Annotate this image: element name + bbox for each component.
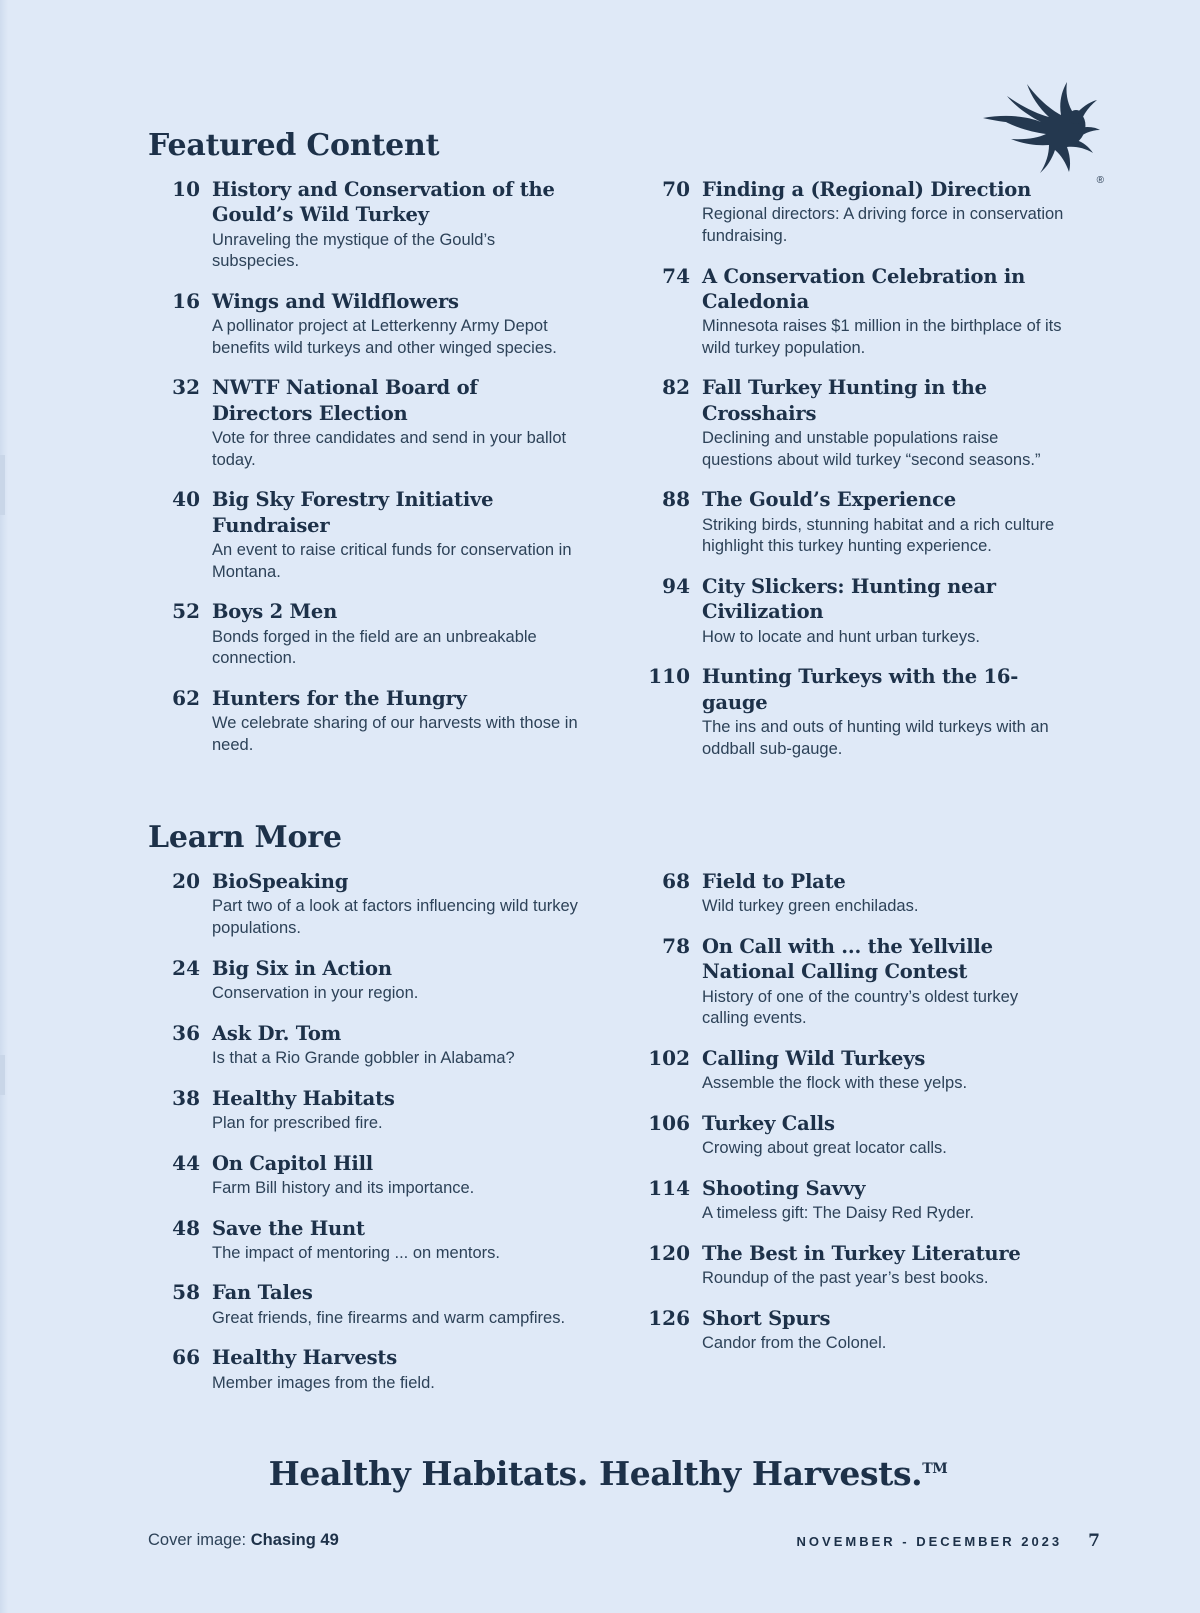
toc-entry[interactable] [638, 869, 1068, 918]
toc-entry-title[interactable]: Wings and Wildflowers [212, 289, 459, 313]
learn-more-left-column [148, 869, 578, 1410]
toc-entry-description: Vote for three candidates and send in your ballot today. [212, 429, 567, 469]
toc-page-number: 114 [648, 1175, 690, 1200]
toc-entry[interactable] [148, 1280, 578, 1329]
toc-entry-description: Conservation in your region. [212, 984, 419, 1003]
toc-page-number: 70 [662, 177, 690, 201]
toc-entry-body [212, 1280, 578, 1329]
toc-entry[interactable] [638, 177, 1068, 248]
toc-entry[interactable] [148, 1021, 578, 1070]
toc-entry-title[interactable]: Fall Turkey Hunting in the Crosshairs [702, 376, 987, 425]
toc-entry-body [702, 1046, 1068, 1095]
toc-page-number: 94 [662, 573, 690, 598]
toc-entry[interactable] [638, 264, 1068, 360]
trademark-mark: TM [922, 1461, 948, 1478]
toc-entry-title[interactable]: A Conservation Celebration in Caledonia [702, 264, 1026, 313]
page-edge-mark [0, 455, 5, 515]
toc-entry[interactable] [148, 1086, 578, 1135]
toc-entry-body [702, 264, 1068, 360]
toc-entry-description: Wild turkey green enchiladas. [702, 897, 919, 916]
toc-content [148, 128, 1068, 1550]
toc-entry-body [702, 177, 1068, 248]
toc-page-number: 78 [662, 934, 690, 959]
toc-entry[interactable] [148, 289, 578, 360]
toc-entry-title[interactable]: Healthy Harvests [212, 1346, 398, 1370]
toc-page-number: 38 [172, 1085, 200, 1110]
toc-entry-description: An event to raise critical funds for conservation in Montana. [212, 541, 572, 581]
section-title-featured: Featured Content [148, 128, 440, 163]
toc-page-number: 36 [172, 1020, 200, 1045]
toc-entry-body [702, 869, 1068, 918]
featured-right-column [638, 177, 1068, 776]
toc-entry[interactable] [148, 956, 578, 1005]
toc-entry[interactable] [148, 1151, 578, 1200]
toc-entry-title[interactable]: On Capitol Hill [212, 1151, 374, 1175]
toc-entry-description: History of one of the country’s oldest turkey calling events. [702, 987, 1019, 1028]
toc-entry-title[interactable]: Big Sky Forestry Initiative Fundraiser [212, 488, 494, 537]
toc-entry-body [212, 1021, 578, 1070]
toc-page-number: 48 [172, 1215, 200, 1240]
toc-entry-description: Minnesota raises $1 million in the birthplace of its wild turkey population. [702, 317, 1062, 357]
toc-entry[interactable] [148, 1216, 578, 1265]
toc-entry-body [212, 1086, 578, 1135]
toc-page-number: 106 [648, 1110, 690, 1135]
toc-entry-description: Regional directors: A driving force in conservation fundraising. [702, 205, 1064, 245]
toc-page-number: 82 [662, 375, 690, 400]
toc-entry-description: Great friends, fine firearms and warm campfires. [212, 1308, 566, 1327]
toc-page-number: 74 [662, 263, 690, 288]
toc-entry-title[interactable]: Calling Wild Turkeys [702, 1047, 926, 1070]
toc-page-number: 126 [648, 1305, 690, 1330]
toc-entry-description: Is that a Rio Grande gobbler in Alabama? [212, 1049, 515, 1067]
toc-entry-title[interactable]: NWTF National Board of Directors Election [212, 376, 478, 425]
section-featured-content [148, 128, 1068, 776]
toc-entry-body [702, 574, 1068, 648]
toc-entry-description: Part two of a look at factors influencing wild turkey populations. [212, 897, 578, 938]
folio-page-number: 7 [1088, 1531, 1100, 1551]
toc-entry[interactable] [148, 487, 578, 583]
toc-entry-description: Striking birds, stunning habitat and a rich culture highlight this turkey hunting experience. [702, 515, 1055, 556]
toc-entry-title[interactable]: City Slickers: Hunting near Civilization [702, 574, 996, 624]
cover-credit-label: Cover image: [148, 1531, 247, 1550]
toc-entry-title[interactable]: Fan Tales [212, 1281, 313, 1305]
toc-entry-description: Unraveling the mystique of the Gould’s subspecies. [212, 230, 496, 271]
toc-entry-description: Farm Bill history and its importance. [212, 1178, 475, 1197]
learn-more-right-column [638, 869, 1068, 1410]
brand-tagline [148, 1454, 1068, 1493]
toc-entry-body [212, 1151, 578, 1200]
toc-entry-title[interactable]: Finding a (Regional) Direction [702, 178, 1032, 201]
toc-entry-description: We celebrate sharing of our harvests with those in need. [212, 714, 578, 754]
toc-entry-body [702, 375, 1068, 471]
toc-page-number: 10 [172, 177, 200, 201]
toc-entry-body [212, 599, 578, 670]
toc-entry-title[interactable]: Ask Dr. Tom [212, 1021, 342, 1045]
toc-entry-body [702, 664, 1068, 760]
toc-entry-title[interactable]: Shooting Savvy [702, 1176, 866, 1200]
featured-left-column [148, 177, 578, 776]
toc-entry[interactable] [148, 869, 578, 940]
toc-entry[interactable] [148, 1345, 578, 1394]
toc-entry-title[interactable]: Turkey Calls [702, 1111, 835, 1135]
toc-entry[interactable] [638, 1046, 1068, 1095]
toc-page-number: 120 [648, 1240, 690, 1265]
toc-entry-title[interactable]: Healthy Habitats [212, 1086, 395, 1110]
toc-entry-body [702, 1241, 1068, 1290]
toc-entry-description: Candor from the Colonel. [702, 1334, 887, 1353]
toc-page-number: 32 [172, 375, 200, 400]
toc-entry-body [212, 1345, 578, 1394]
toc-entry-title[interactable]: Hunters for the Hungry [212, 686, 467, 710]
toc-entry-description: Assemble the flock with these yelps. [702, 1074, 968, 1093]
toc-entry[interactable] [638, 1306, 1068, 1355]
page-footer [148, 1531, 1100, 1551]
toc-entry-title[interactable]: Save the Hunt [212, 1216, 365, 1240]
toc-page-number: 16 [172, 288, 200, 313]
toc-entry-title[interactable]: The Best in Turkey Literature [702, 1241, 1021, 1265]
toc-entry-body [212, 375, 578, 471]
tagline-text: Healthy Habitats. Healthy Harvests. [268, 1454, 923, 1494]
toc-entry[interactable] [148, 686, 578, 757]
issue-date: NOVEMBER - DECEMBER 2023 [796, 1534, 1063, 1549]
toc-entry-title[interactable]: Short Spurs [702, 1306, 831, 1330]
toc-entry-body [212, 289, 578, 360]
toc-entry-title[interactable]: On Call with ... the Yellville National Calling Contest [702, 935, 993, 984]
toc-entry-body [702, 934, 1068, 1030]
toc-entry-description: Declining and unstable populations raise questions about wild turkey “second seasons.” [702, 429, 1041, 469]
registered-mark: ® [1096, 175, 1104, 186]
toc-entry-body [212, 869, 578, 940]
toc-entry-description: Crowing about great locator calls. [702, 1139, 947, 1158]
toc-entry[interactable] [148, 375, 578, 471]
toc-entry-title[interactable]: History and Conservation of the Gould’s Wild Turkey [212, 178, 555, 227]
toc-entry-title[interactable]: Big Six in Action [212, 956, 392, 980]
toc-entry-body [212, 956, 578, 1005]
toc-page-number: 58 [172, 1280, 200, 1305]
toc-entry-body [212, 487, 578, 583]
toc-page-number: 66 [172, 1345, 200, 1370]
toc-entry-body [212, 686, 578, 757]
toc-entry[interactable] [638, 1241, 1068, 1290]
toc-entry[interactable] [638, 375, 1068, 471]
toc-page-number: 44 [172, 1150, 200, 1175]
toc-entry-title[interactable]: Field to Plate [702, 870, 846, 894]
toc-page-number: 102 [648, 1046, 690, 1070]
toc-entry-body [702, 1176, 1068, 1225]
toc-entry[interactable] [638, 664, 1068, 760]
toc-entry-description: A timeless gift: The Daisy Red Ryder. [702, 1204, 975, 1223]
toc-entry-description: The impact of mentoring ... on mentors. [212, 1243, 500, 1262]
learn-more-columns [148, 869, 1068, 1410]
toc-entry-description: Bonds forged in the field are an unbreakable connection. [212, 627, 537, 668]
toc-entry-body [212, 1216, 578, 1265]
featured-columns [148, 177, 1068, 776]
section-title-learn-more: Learn More [148, 820, 342, 856]
toc-entry-description: A pollinator project at Letterkenny Army Depot benefits wild turkeys and other winged species. [212, 317, 557, 357]
toc-entry[interactable] [638, 487, 1068, 558]
section-learn-more [148, 820, 1068, 1410]
toc-entry-description: Plan for prescribed fire. [212, 1113, 383, 1132]
toc-entry[interactable] [638, 1176, 1068, 1225]
toc-entry-body [702, 487, 1068, 558]
toc-page-number: 62 [172, 685, 200, 710]
toc-entry-description: The ins and outs of hunting wild turkeys with an oddball sub-gauge. [702, 717, 1049, 758]
toc-entry-title[interactable]: The Gould’s Experience [702, 488, 956, 512]
toc-page-number: 110 [648, 664, 690, 689]
toc-entry-body [702, 1306, 1068, 1355]
page-edge-shadow [0, 0, 8, 1613]
toc-page-number: 52 [172, 599, 200, 624]
toc-entry[interactable] [638, 1111, 1068, 1160]
toc-entry-description: Member images from the field. [212, 1373, 435, 1392]
toc-page-number: 40 [172, 487, 200, 512]
toc-entry-body [212, 177, 578, 273]
toc-entry-title[interactable]: Hunting Turkeys with the 16-gauge [702, 665, 1019, 714]
toc-entry[interactable] [148, 177, 578, 273]
page-edge-mark [0, 1055, 5, 1095]
toc-page-number: 68 [662, 869, 690, 894]
toc-page-number: 24 [172, 955, 200, 980]
toc-entry-title[interactable]: Boys 2 Men [212, 600, 338, 624]
cover-credit-value: Chasing 49 [250, 1531, 339, 1550]
toc-entry[interactable] [638, 574, 1068, 648]
toc-page-number: 20 [172, 869, 200, 894]
toc-entry-description: Roundup of the past year’s best books. [702, 1269, 989, 1288]
toc-entry-body [702, 1111, 1068, 1160]
toc-entry-title[interactable]: BioSpeaking [212, 870, 349, 894]
toc-page-number: 88 [662, 487, 690, 512]
toc-entry[interactable] [148, 599, 578, 670]
toc-entry-description: How to locate and hunt urban turkeys. [702, 627, 980, 646]
toc-entry[interactable] [638, 934, 1068, 1030]
